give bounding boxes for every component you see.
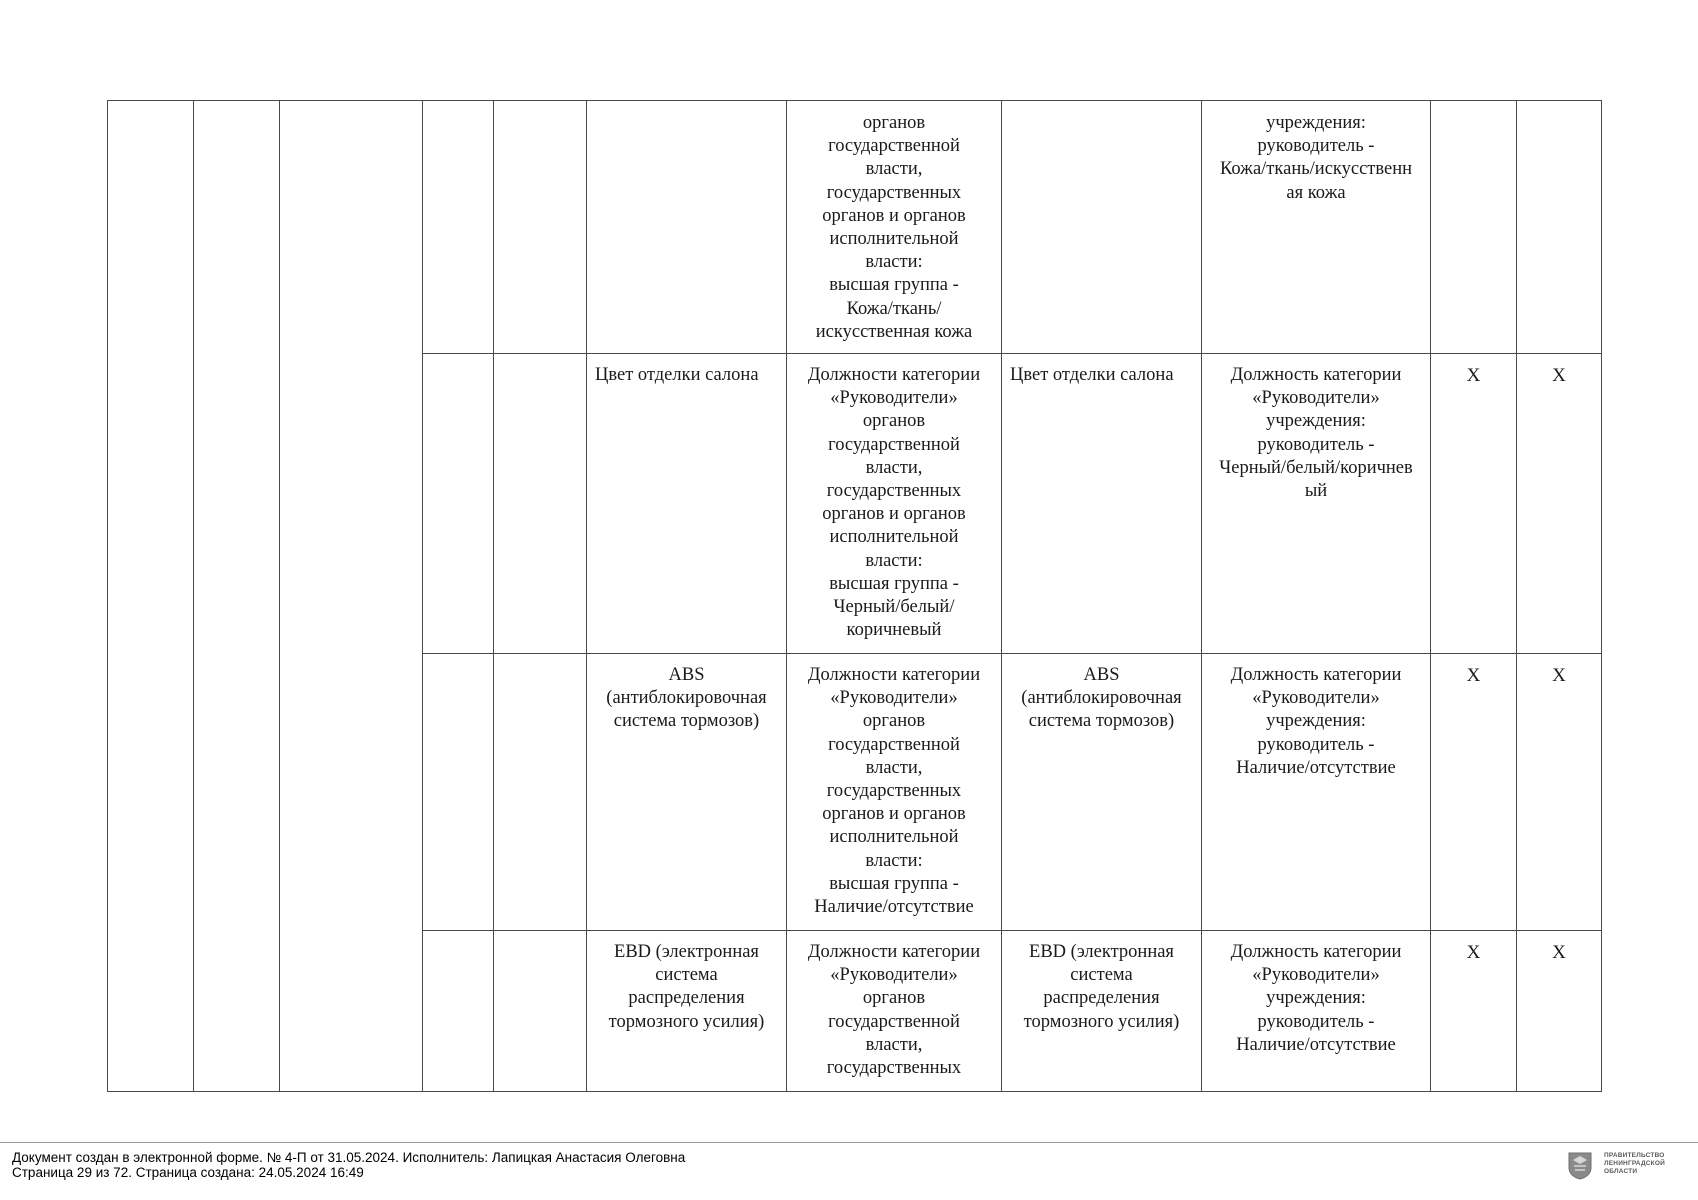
coat-of-arms-icon: [1568, 1152, 1592, 1180]
requirement-gov-cell: Должности категории «Руководители» органов государственной власти, государственных: [787, 931, 1002, 1092]
mark-cell: [1517, 101, 1602, 354]
mark-cell: X: [1431, 354, 1517, 654]
logo-caption: [1604, 1152, 1665, 1176]
feature-cell: ABS (антиблокировочная система тормозов): [587, 654, 787, 931]
blank-cell: [423, 654, 494, 931]
blank-cell: [494, 101, 587, 354]
requirement-inst-cell: Должность категории «Руководители» учреждения: руководитель - Наличие/отсутствие: [1202, 931, 1431, 1092]
feature-cell: [587, 101, 787, 354]
mark-cell: X: [1431, 654, 1517, 931]
feature-inst-cell: [1002, 101, 1202, 354]
mark-cell: X: [1517, 354, 1602, 654]
blank-cell: [494, 354, 587, 654]
logo-text-line: ОБЛАСТИ: [1604, 1168, 1638, 1175]
blank-cell: [108, 101, 194, 1092]
blank-cell: [423, 931, 494, 1092]
mark-cell: X: [1431, 931, 1517, 1092]
blank-cell: [423, 101, 494, 354]
document-footer: [12, 1150, 685, 1180]
blank-cell: [280, 101, 423, 1092]
logo-text-line: ПРАВИТЕЛЬСТВО: [1604, 1152, 1665, 1159]
footer-page-info: Страница 29 из 72. Страница создана: 24.05.2024 16:49: [12, 1165, 364, 1180]
requirement-inst-cell: Должность категории «Руководители» учреждения: руководитель - Наличие/отсутствие: [1202, 654, 1431, 931]
table-row: [108, 101, 1602, 354]
feature-inst-cell: EBD (электронная система распределения тормозного усилия): [1002, 931, 1202, 1092]
blank-cell: [494, 931, 587, 1092]
requirement-inst-cell: учреждения: руководитель - Кожа/ткань/искусственн ая кожа: [1202, 101, 1431, 354]
mark-cell: [1431, 101, 1517, 354]
footer-divider: [0, 1142, 1698, 1143]
feature-cell: Цвет отделки салона: [587, 354, 787, 654]
requirement-gov-cell: Должности категории «Руководители» органов государственной власти, государственных органов и органов исполнительной власти: высшая группа - Наличие/отсутствие: [787, 654, 1002, 931]
blank-cell: [194, 101, 280, 1092]
feature-inst-cell: Цвет отделки салона: [1002, 354, 1202, 654]
requirements-table: [107, 100, 1602, 1092]
mark-cell: X: [1517, 654, 1602, 931]
logo-text-line: ЛЕНИНГРАДСКОЙ: [1604, 1160, 1665, 1167]
blank-cell: [494, 654, 587, 931]
footer-document-info: Документ создан в электронной форме. № 4-П от 31.05.2024. Исполнитель: Лапицкая Анастасия Олеговна: [12, 1150, 686, 1165]
feature-cell: EBD (электронная система распределения тормозного усилия): [587, 931, 787, 1092]
government-logo: [1568, 1150, 1686, 1182]
feature-inst-cell: ABS (антиблокировочная система тормозов): [1002, 654, 1202, 931]
blank-cell: [423, 354, 494, 654]
requirement-inst-cell: Должность категории «Руководители» учреждения: руководитель - Черный/белый/коричнев ый: [1202, 354, 1431, 654]
requirement-gov-cell: Должности категории «Руководители» органов государственной власти, государственных органов и органов исполнительной власти: высшая группа - Черный/белый/ коричневый: [787, 354, 1002, 654]
mark-cell: X: [1517, 931, 1602, 1092]
requirement-gov-cell: органов государственной власти, государственных органов и органов исполнительной власти: высшая группа - Кожа/ткань/ искусственная кожа: [787, 101, 1002, 354]
